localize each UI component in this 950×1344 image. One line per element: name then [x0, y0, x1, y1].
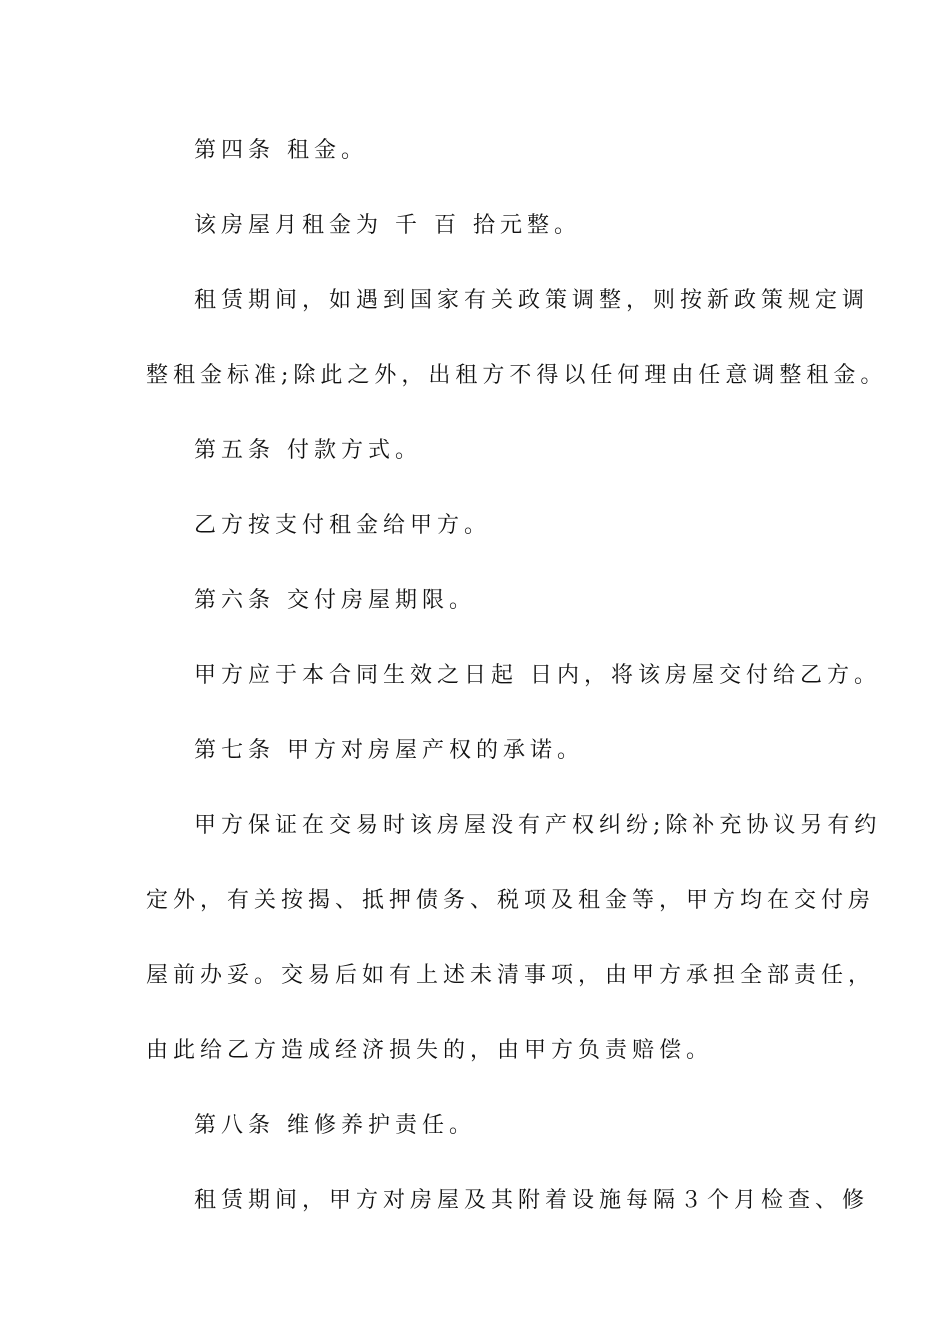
rent-adjustment-line-2: 整租金标准;除此之外，出租方不得以任何理由任意调整租金。: [146, 363, 888, 388]
article-5-heading: 第五条 付款方式。: [194, 438, 422, 463]
rent-amount-text: 该房屋月租金为 千 百 拾元整。: [194, 213, 581, 238]
ownership-promise-line-3: 屋前办妥。交易后如有上述未清事项，由甲方承担全部责任，: [146, 963, 876, 988]
payment-method-text: 乙方按支付租金给甲方。: [194, 513, 492, 538]
maintenance-text-line-1: 租赁期间，甲方对房屋及其附着设施每隔３个月检查、修: [194, 1188, 870, 1213]
article-6-heading: 第六条 交付房屋期限。: [194, 588, 476, 613]
article-8-heading: 第八条 维修养护责任。: [194, 1113, 476, 1138]
ownership-promise-line-4: 由此给乙方造成经济损失的，由甲方负责赔偿。: [146, 1038, 714, 1063]
article-7-heading: 第七条 甲方对房屋产权的承诺。: [194, 738, 584, 763]
article-4-heading: 第四条 租金。: [194, 138, 368, 163]
ownership-promise-line-1: 甲方保证在交易时该房屋没有产权纠纷;除补充协议另有约: [194, 813, 882, 838]
ownership-promise-line-2: 定外，有关按揭、抵押债务、税项及租金等，甲方均在交付房: [146, 888, 876, 913]
delivery-deadline-text: 甲方应于本合同生效之日起 日内，将该房屋交付给乙方。: [194, 663, 881, 688]
rent-adjustment-line-1: 租赁期间，如遇到国家有关政策调整，则按新政策规定调: [194, 288, 870, 313]
